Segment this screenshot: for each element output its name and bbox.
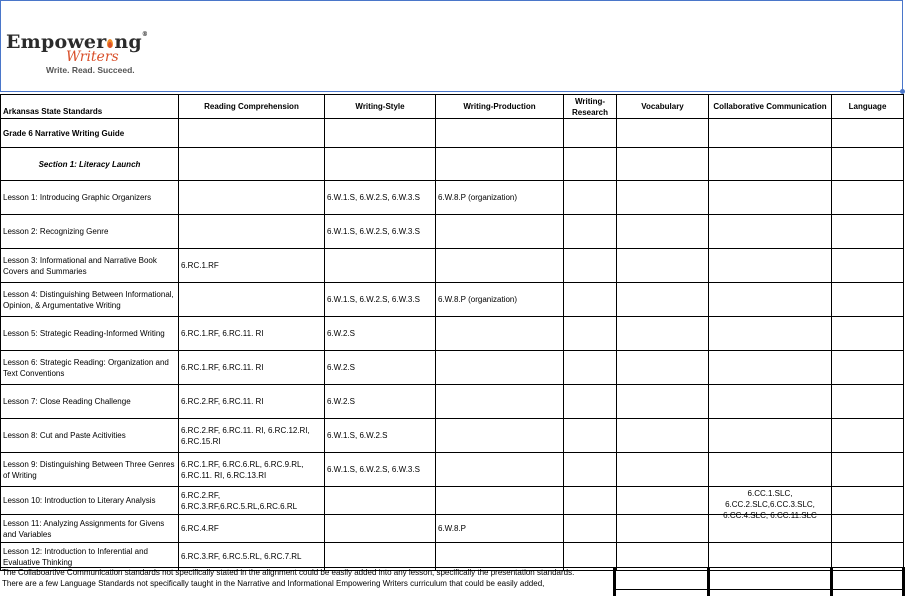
- header-reading: Reading Comprehension: [179, 95, 325, 119]
- empowering-writers-logo: [6, 31, 149, 75]
- table-row: [1, 385, 904, 419]
- header-production: Writing-Production: [436, 95, 564, 119]
- logo-wordmark: Empower ng®: [6, 31, 149, 53]
- table-row: [1, 453, 904, 487]
- logo-script: Writers: [66, 49, 119, 65]
- lesson-cell[interactable]: Lesson 12: Introduction to Inferential and Evaluative Thinking: [1, 543, 179, 571]
- divider: [830, 567, 833, 596]
- logo-tagline: Write. Read. Succeed.: [46, 65, 135, 75]
- header-image-frame[interactable]: [0, 0, 903, 92]
- guide-title-row: [1, 119, 904, 148]
- production-cell[interactable]: [436, 215, 564, 249]
- collab-cell[interactable]: [709, 487, 832, 520]
- section-row: [1, 148, 904, 181]
- lesson-cell[interactable]: Lesson 10: Introduction to Literary Analysis: [1, 487, 179, 515]
- production-cell[interactable]: [436, 385, 564, 419]
- collab-cell[interactable]: [709, 249, 832, 283]
- lesson-cell[interactable]: Lesson 4: Distinguishing Between Informational, Opinion, & Argumentative Writing: [1, 283, 179, 317]
- table-row: [1, 317, 904, 351]
- production-cell[interactable]: [436, 351, 564, 385]
- style-cell[interactable]: 6.W.2.S: [325, 317, 436, 351]
- header-vocabulary: Vocabulary: [617, 95, 709, 119]
- production-cell[interactable]: 6.W.8.P: [436, 515, 564, 543]
- reading-cell[interactable]: 6.RC.1.RF, 6.RC.11. RI: [179, 351, 325, 385]
- style-cell[interactable]: [325, 249, 436, 283]
- lesson-cell[interactable]: Lesson 8: Cut and Paste Acitivities: [1, 419, 179, 453]
- style-cell[interactable]: 6.W.2.S: [325, 351, 436, 385]
- collab-cell[interactable]: [709, 351, 832, 385]
- production-cell[interactable]: 6.W.8.P (organization): [436, 181, 564, 215]
- section-title: Section 1: Literacy Launch: [1, 148, 179, 181]
- flame-icon: [106, 37, 114, 48]
- divider: [0, 567, 905, 568]
- standards-table: [0, 94, 904, 571]
- reading-cell[interactable]: 6.RC.1.RF: [179, 249, 325, 283]
- lesson-cell[interactable]: Lesson 2: Recognizing Genre: [1, 215, 179, 249]
- table-row: [1, 283, 904, 317]
- divider: [613, 567, 616, 596]
- guide-title: Grade 6 Narrative Writing Guide: [1, 119, 179, 148]
- production-cell[interactable]: 6.W.8.P (organization): [436, 283, 564, 317]
- table-row: [1, 419, 904, 453]
- style-cell[interactable]: [325, 487, 436, 515]
- header-standards: Arkansas State Standards: [1, 95, 179, 119]
- production-cell[interactable]: [436, 487, 564, 515]
- collab-cell[interactable]: [709, 181, 832, 215]
- lesson-cell[interactable]: Lesson 11: Analyzing Assignments for Givens and Variables: [1, 515, 179, 543]
- reading-cell[interactable]: 6.RC.2.RF, 6.RC.11. RI, 6.RC.12.RI, 6.RC.15.RI: [179, 419, 325, 453]
- lesson-cell[interactable]: Lesson 5: Strategic Reading-Informed Writing: [1, 317, 179, 351]
- notes: [0, 567, 903, 589]
- table-row: [1, 215, 904, 249]
- style-cell[interactable]: 6.W.1.S, 6.W.2.S, 6.W.3.S: [325, 215, 436, 249]
- production-cell[interactable]: [436, 317, 564, 351]
- reading-cell[interactable]: [179, 181, 325, 215]
- style-cell[interactable]: [325, 515, 436, 543]
- table-row: [1, 351, 904, 385]
- header-research: Writing- Research: [564, 95, 617, 119]
- reading-cell[interactable]: 6.RC.4.RF: [179, 515, 325, 543]
- lesson-cell[interactable]: Lesson 1: Introducing Graphic Organizers: [1, 181, 179, 215]
- style-cell[interactable]: 6.W.1.S, 6.W.2.S, 6.W.3.S: [325, 181, 436, 215]
- lesson-cell[interactable]: Lesson 7: Close Reading Challenge: [1, 385, 179, 419]
- header-language: Language: [832, 95, 904, 119]
- lesson-cell[interactable]: Lesson 6: Strategic Reading: Organization and Text Conventions: [1, 351, 179, 385]
- table-row: [1, 487, 904, 515]
- reading-cell[interactable]: 6.RC.2.RF, 6.RC.11. RI: [179, 385, 325, 419]
- reading-cell[interactable]: [179, 283, 325, 317]
- divider: [707, 567, 710, 596]
- style-cell[interactable]: 6.W.1.S, 6.W.2.S: [325, 419, 436, 453]
- collab-cell[interactable]: [709, 283, 832, 317]
- style-cell[interactable]: 6.W.1.S, 6.W.2.S, 6.W.3.S: [325, 453, 436, 487]
- collab-cell[interactable]: [709, 419, 832, 453]
- table-row: [1, 181, 904, 215]
- reading-cell[interactable]: 6.RC.3.RF, 6.RC.5.RL, 6.RC.7.RL: [179, 543, 325, 571]
- reading-cell[interactable]: 6.RC.1.RF, 6.RC.6.RL, 6.RC.9.RL, 6.RC.11. RI, 6.RC.13.RI: [179, 453, 325, 487]
- header-style: Writing-Style: [325, 95, 436, 119]
- reading-cell[interactable]: [179, 215, 325, 249]
- production-cell[interactable]: [436, 419, 564, 453]
- note-line[interactable]: There are a few Language Standards not specifically taught in the Narrative and Informational Empowering Writers curriculum that could be easily added,: [2, 579, 545, 588]
- production-cell[interactable]: [436, 249, 564, 283]
- collab-cell[interactable]: [709, 317, 832, 351]
- lesson-cell[interactable]: Lesson 9: Distinguishing Between Three Genres of Writing: [1, 453, 179, 487]
- table-row: [1, 249, 904, 283]
- collab-cell[interactable]: [709, 215, 832, 249]
- note-line[interactable]: The Collaboartive Communication standards not specifically stated in the alignment could be easily added into any lesson, specifically the presentation standards.: [2, 568, 575, 577]
- style-cell[interactable]: 6.W.1.S, 6.W.2.S, 6.W.3.S: [325, 283, 436, 317]
- header-collab: Collaborative Communication: [709, 95, 832, 119]
- collab-cell[interactable]: [709, 453, 832, 487]
- collab-cell[interactable]: [709, 385, 832, 419]
- header-row: [1, 95, 904, 119]
- style-cell[interactable]: 6.W.2.S: [325, 385, 436, 419]
- production-cell[interactable]: [436, 453, 564, 487]
- reading-cell[interactable]: 6.RC.1.RF, 6.RC.11. RI: [179, 317, 325, 351]
- lesson-cell[interactable]: Lesson 3: Informational and Narrative Book Covers and Summaries: [1, 249, 179, 283]
- reading-cell[interactable]: 6.RC.2.RF, 6.RC.3.RF,6.RC.5.RL,6.RC.6.RL: [179, 487, 325, 515]
- collab-cell-text: 6.CC.1.SLC, 6.CC.2.SLC,6.CC.3.SLC, 6.CC.4.SLC, 6.CC.11.SLC: [723, 488, 817, 520]
- divider: [613, 589, 905, 590]
